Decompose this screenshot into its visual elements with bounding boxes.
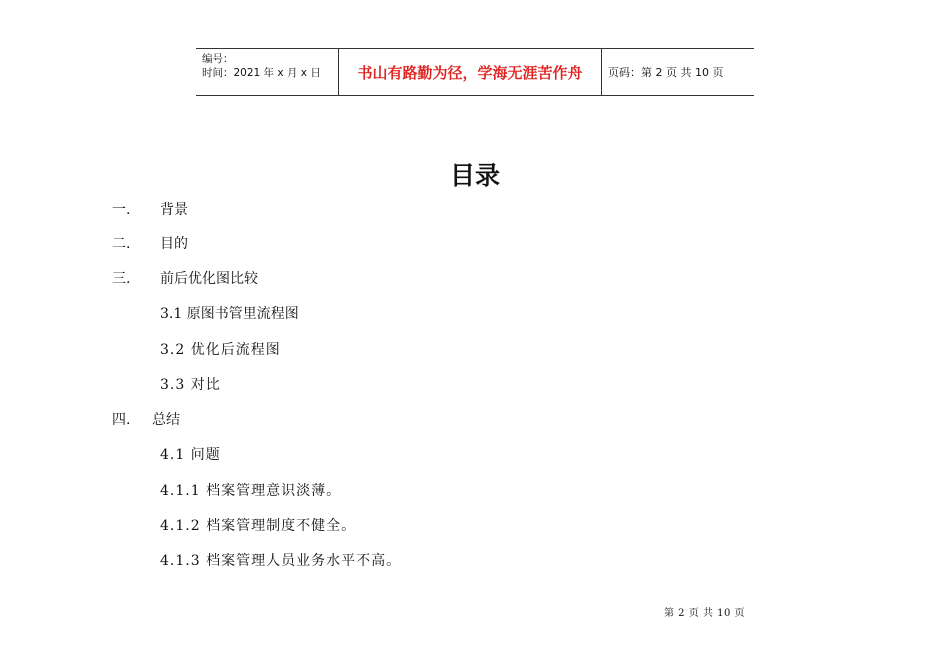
toc-item-number: 二. — [112, 236, 131, 252]
toc-item — [112, 235, 188, 253]
toc-subitem: 4.1.3 档案管理人员业务水平不高。 — [160, 553, 402, 569]
toc-subitem: 4.1.2 档案管理制度不健全。 — [160, 518, 357, 534]
toc-item-number: 三. — [112, 271, 131, 287]
toc-item-number: 四. — [112, 412, 131, 428]
number-label: 编号： — [202, 53, 234, 65]
toc-subitem: 3.3 对比 — [160, 377, 221, 393]
header-page-code: 页码：第 2 页 共 10 页 — [608, 66, 724, 79]
time-label: 时间：2021 年 x 月 x 日 — [202, 67, 321, 79]
toc-item — [112, 411, 180, 429]
toc-item-number: 一. — [112, 202, 131, 218]
toc-item — [112, 201, 188, 219]
toc-item — [112, 270, 258, 288]
toc-item-label: 背景 — [160, 202, 188, 218]
toc-subitem: 3.1 原图书管里流程图 — [160, 306, 299, 322]
toc-item-label: 总结 — [152, 412, 180, 428]
page-footer: 第 2 页 共 10 页 — [664, 608, 745, 619]
toc-subitem: 3.2 优化后流程图 — [160, 342, 281, 358]
toc-item-label: 前后优化图比较 — [160, 271, 258, 287]
page-header — [196, 48, 754, 96]
header-motto: 书山有路勤为径，学海无涯苦作舟 — [338, 49, 602, 95]
toc-item-label: 目的 — [160, 236, 188, 252]
toc-subitem: 4.1.1 档案管理意识淡薄。 — [160, 483, 342, 499]
header-meta — [196, 49, 338, 95]
page-title: 目录 — [449, 161, 500, 190]
toc-subitem: 4.1 问题 — [160, 447, 221, 463]
